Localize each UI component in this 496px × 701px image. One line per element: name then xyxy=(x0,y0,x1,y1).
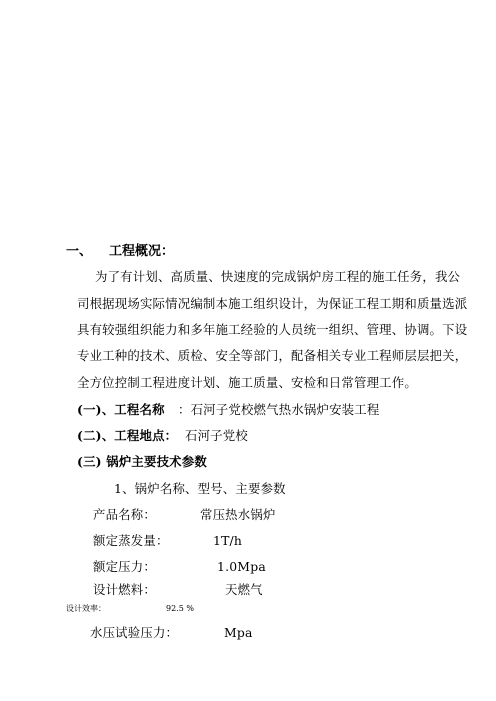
project-site-label: (二)、工程地点： xyxy=(77,428,178,443)
paragraph-line-5: 全方位控制工程进度计划、施工质量、安检和日常管理工作。 xyxy=(77,375,417,390)
paragraph-line-4: 专业工种的技术、质检、安全等部门，配备相关专业工程师层层把关， xyxy=(77,348,468,363)
pressure-value: 1.0Mpa xyxy=(217,559,266,574)
project-site-value: 石河子党校 xyxy=(185,428,248,443)
product-label: 产品名称： xyxy=(93,507,156,522)
section-number: 一、 xyxy=(66,244,93,259)
paragraph-line-3: 具有较强组织能力和多年施工经验的人员统一组织、管理、协调。下设 xyxy=(77,322,468,337)
efficiency-label: 设计效率： xyxy=(66,604,106,613)
section3-title: (三) 锅炉主要技术参数 xyxy=(77,454,207,469)
fuel-label: 设计燃料： xyxy=(93,582,156,597)
fuel-value: 天燃气 xyxy=(225,582,263,597)
pressure-label: 额定压力： xyxy=(93,559,156,574)
capacity-label: 额定蒸发量： xyxy=(93,533,169,548)
product-value: 常压热水锅炉 xyxy=(200,507,276,522)
section-title: 工程概况： xyxy=(109,244,175,259)
project-name-value: ：石河子党校燃气热水锅炉安装工程 xyxy=(178,402,380,417)
efficiency-value: 92.5 % xyxy=(166,604,194,613)
params-subheading: 1、锅炉名称、型号、主要参数 xyxy=(114,481,286,496)
paragraph-line-1: 为了有计划、高质量、快速度的完成锅炉房工程的施工任务，我公 xyxy=(95,269,461,284)
capacity-value: 1T/h xyxy=(213,533,243,548)
paragraph-line-2: 司根据现场实际情况编制本施工组织设计，为保证工程工期和质量选派 xyxy=(77,296,468,311)
project-name-label: (一)、工程名称 xyxy=(77,402,165,417)
hydro-test-label: 水压试验压力： xyxy=(90,625,179,640)
hydro-test-value: Mpa xyxy=(224,625,253,640)
